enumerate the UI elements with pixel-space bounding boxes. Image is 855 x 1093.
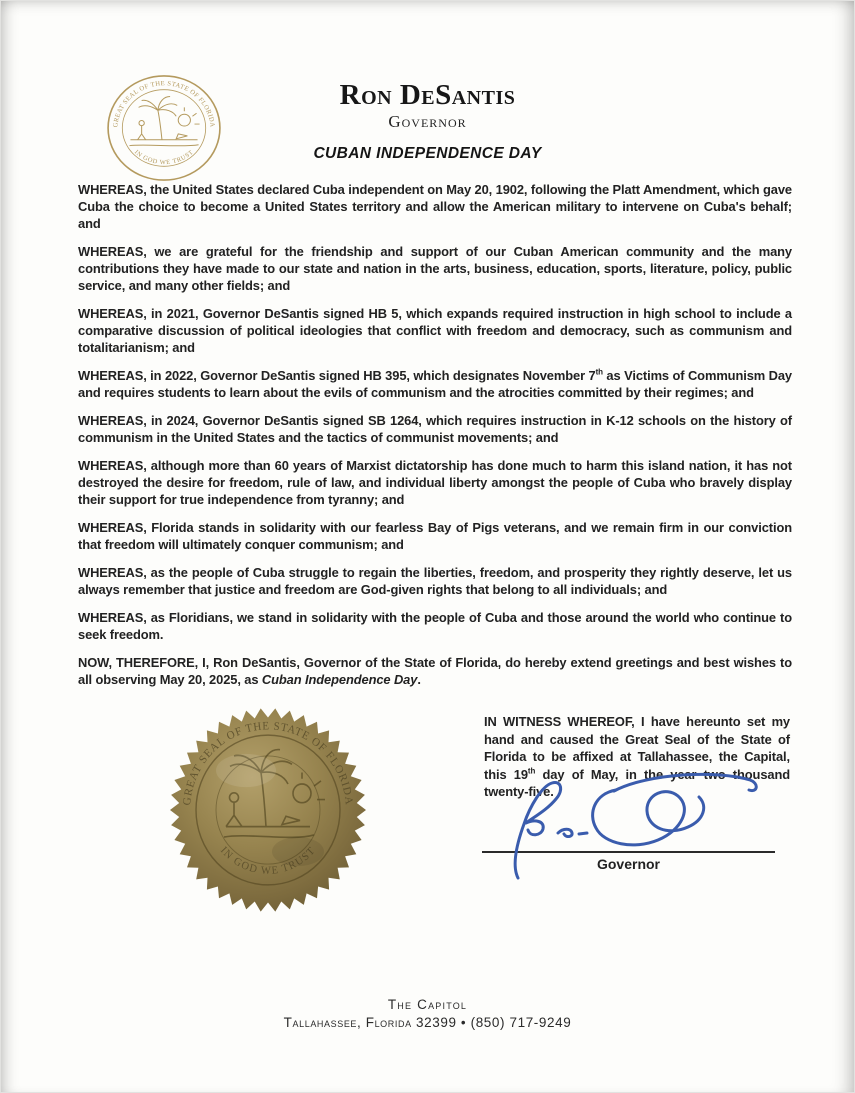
paragraph-text: WHEREAS, as the people of Cuba struggle to regain the liberties, freedom, and prosperity they rightly deserve, let us always remember that justice and freedom are God-given rights that belong to all individuals; and [78,565,792,597]
whereas-paragraph [78,243,792,294]
letterhead [0,80,855,163]
ordinal-superscript: th [595,367,603,377]
foil-seal-motto-text: IN GOD WE TRUST [217,844,319,878]
paragraph-text: WHEREAS, in 2024, Governor DeSantis signed SB 1264, which requires instruction in K-12 schools on the history of communism in the United States and the tactics of communist movements; and [78,413,792,445]
proclamation-body [78,181,792,688]
paragraph-text: WHEREAS, although more than 60 years of Marxist dictatorship has done much to harm this island nation, it has not destroyed the desire for freedom, rule of law, and individual liberty amongst the people of Cuba who bravely display their support for true independence from tyranny; and [78,458,792,507]
paragraph-text: as Victims of Communism Day and requires students to learn about the evils of communism and the atrocities committed by their regimes; and [78,368,792,400]
whereas-paragraph [78,412,792,446]
whereas-paragraph [78,181,792,232]
witness-text: IN WITNESS WHEREOF, I have hereunto set my hand and caused the Great Seal of the State of Florida to be affixed at Tallahassee, the Capital, this 19 [484,714,790,782]
paragraph-text: WHEREAS, in 2021, Governor DeSantis signed HB 5, which expands required instruction in high school to include a comparative discussion of political ideologies that conflict with freedom and democracy, such as communism and totalitarianism; and [78,306,792,355]
paragraph-text: NOW, THEREFORE, I, Ron DeSantis, Governor of the State of Florida, do hereby extend greetings and best wishes to all observing May 20, 2025, as [78,655,792,687]
governor-title: Governor [388,112,467,132]
letter-footer [0,997,855,1030]
paragraph-text: WHEREAS, in 2022, Governor DeSantis signed HB 395, which designates November 7 [78,368,596,383]
paragraph-text: . [417,672,421,687]
footer-building: The Capitol [387,997,468,1012]
gold-foil-seal [168,706,368,914]
now-therefore-paragraph [78,654,792,688]
paragraph-text: WHEREAS, Florida stands in solidarity with our fearless Bay of Pigs veterans, and we remain firm in our conviction that freedom will ultimately conquer communism; and [78,520,792,552]
governor-name: Ron DeSantis [339,79,516,111]
whereas-paragraph [78,519,792,553]
paragraph-text: WHEREAS, we are grateful for the friendship and support of our Cuban American community and the many contributions they have made to our state and nation in the arts, business, education, sports, literature, policy, public service, and many other fields; and [78,244,792,293]
whereas-paragraph [78,564,792,598]
paragraph-text: WHEREAS, as Floridians, we stand in solidarity with the people of Cuba and those around the world who continue to seek freedom. [78,610,792,642]
seal-motto-text: IN GOD WE TRUST [132,148,196,167]
seal-serrated-edge [170,708,366,911]
foil-seal-ring-text: GREAT SEAL OF THE STATE OF FLORIDA [181,720,355,807]
signature-title-label: Governor [596,856,660,872]
paragraph-text: WHEREAS, the United States declared Cuba independent on May 20, 1902, following the Platt Amendment, which gave Cuba the choice to become a United States territory and allow the American military to intervene on Cuba's behalf; and [78,182,793,231]
proclamation-title: CUBAN INDEPENDENCE DAY [313,145,542,163]
whereas-paragraph [78,609,792,643]
witness-text: day of May, in the year two thousand twenty-five. [484,766,791,799]
seal-ring-text: GREAT SEAL OF THE STATE OF FLORIDA [112,80,216,128]
whereas-paragraph [78,367,792,401]
ordinal-superscript: th [527,766,536,776]
governor-signature [466,768,790,882]
footer-address-phone: Tallahassee, Florida 32399 • (850) 717-9249 [283,1015,572,1030]
whereas-paragraph [78,305,792,356]
whereas-paragraph [78,457,792,508]
event-name-italic: Cuban Independence Day [261,672,418,687]
